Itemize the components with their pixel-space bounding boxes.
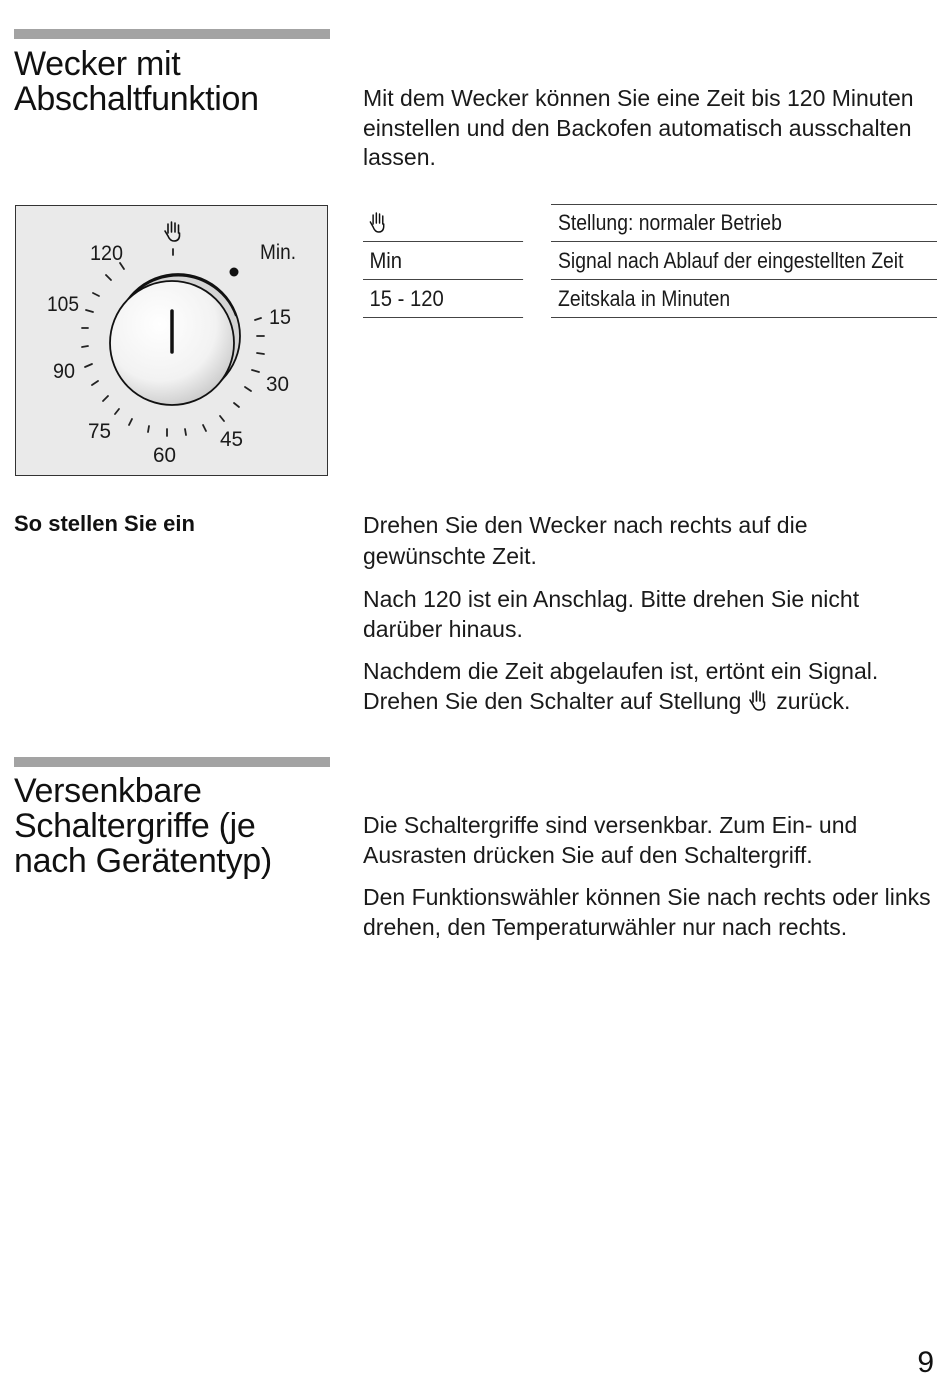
instruction-paragraph: Nach 120 ist ein Anschlag. Bitte drehen Sie nicht darüber hinaus. [363,586,860,642]
table-cell-symbol [363,204,523,242]
heading-line: Abschaltfunktion [14,80,259,118]
dial-label-120: 120 [90,242,123,265]
instruction-paragraph: Drehen Sie den Wecker nach rechts auf die gewünschte Zeit. [363,512,808,569]
section-heading-wecker [14,47,259,117]
table-row [363,204,937,242]
instruction-line: zurück. [776,687,851,714]
table-cell-description [551,280,937,318]
dial-label-15: 15 [269,306,291,329]
intro-paragraph: Mit dem Wecker können Sie eine Zeit bis 120 Minuten einstellen und den Backofen automatisch ausschalten lassen. [363,85,914,170]
dial-label-min: Min. [260,241,296,264]
table-text: Signal nach Ablauf der eingestellten Zeit [558,248,904,273]
heading-line: Schaltergriffe (je [14,807,256,845]
hand-icon [749,688,769,712]
min-dot [230,268,239,277]
table-text: Zeitskala in Minuten [558,286,731,311]
dial-label-60: 60 [153,444,176,467]
section2-paragraph: Die Schaltergriffe sind versenkbar. Zum Ein- und Ausrasten drücken Sie auf den Schaltergriff. [363,812,858,868]
dial-label-30: 30 [266,373,289,396]
timer-dial-graphic [16,206,327,475]
instruction-line: Nachdem die Zeit abgelaufen ist, ertönt ein Signal. [363,658,879,684]
table-row [363,242,937,280]
dial-label-105: 105 [47,293,79,316]
table-cell-description [551,242,937,280]
table-row [363,280,937,318]
dial-label-75: 75 [88,420,111,443]
table-text: Stellung: normaler Betrieb [558,210,782,235]
timer-dial-illustration [15,205,328,476]
timer-legend-table [363,204,937,318]
table-cell-description [551,204,937,242]
hand-icon [369,210,387,234]
section-heading-versenkbare [14,774,272,879]
section-rule-second [14,757,330,767]
heading-line: Versenkbare [14,772,202,810]
dial-label-90: 90 [53,360,75,383]
instruction-paragraph [363,657,943,716]
page-number: 9 [917,1346,934,1379]
section-rule-top [14,29,330,39]
table-cell-symbol: Min [363,242,523,280]
section2-paragraph: Den Funktionswähler können Sie nach rechts oder links drehen, den Temperaturwähler nur nach rechts. [363,884,931,940]
heading-line: nach Gerätentyp) [14,842,272,880]
table-cell-symbol: 15 - 120 [363,280,523,318]
instruction-line: Drehen Sie den Schalter auf Stellung [363,687,742,714]
hand-icon [165,222,180,241]
dial-label-45: 45 [220,428,243,451]
heading-line: Wecker mit [14,45,181,83]
instructions-label: So stellen Sie ein [14,511,195,536]
